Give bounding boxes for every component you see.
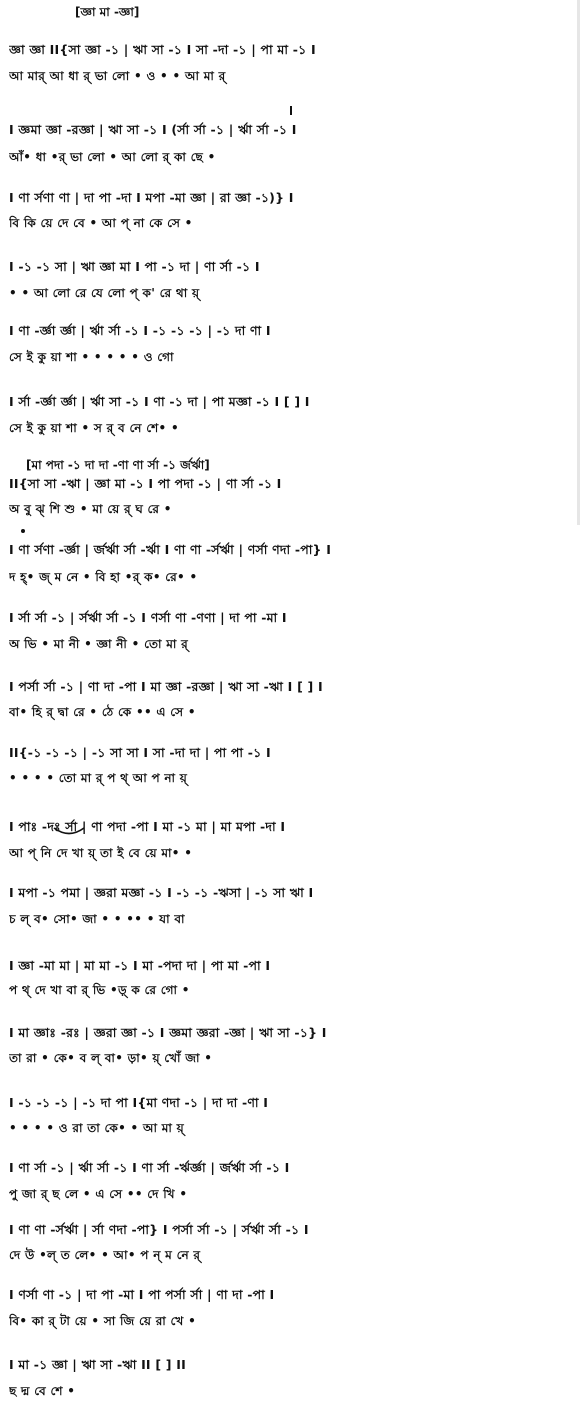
- lyric-line: অ ভি • মা নী • জ্ঞা নী • তো মা র্: [9, 637, 189, 651]
- swara-line: I মপা -১ পমা | জ্ঞরা মজ্ঞা -১ I -১ -১ -ঋসা | -১ সা ঋা I: [9, 885, 314, 900]
- lyric-line: দ হ্• জ্ ম নে • বি হা •র্ ক• রে• •: [9, 570, 198, 584]
- lyric-line: • • • • তো মা র্ প থ্ আ প না য়্: [9, 771, 188, 785]
- lyric-line: দে উ •ল্ ত লে• • আ• প ন্ ম নে র্: [9, 1248, 201, 1262]
- swara-line: I পাঃ -দঃ র্সা | ণা পদা -পা I মা -১ মা | মা মপা -দা I: [9, 819, 286, 834]
- swara-line: II{-১ -১ -১ | -১ সা সা I সা -দা দা | পা পা -১ I: [9, 745, 271, 760]
- swara-line: I -১ -১ -১ | -১ দা পা I{মা ণদা -১ | দা দা -ণা I: [9, 1095, 269, 1110]
- lyric-line: ছ দ্ম বে শে •: [9, 1384, 76, 1398]
- swara-line: I জ্ঞা -মা মা | মা মা -১ I মা -পদা দা | পা মা -পা I: [9, 958, 271, 973]
- lyric-line: • • • • ও রা তা কে• • আ মা য়্: [9, 1121, 185, 1135]
- lyric-line: বি কি য়ে দে বে • আ প্ না কে সে •: [9, 216, 193, 230]
- lyric-line: বি• কা র্ টা য়ে • সা জি য়ে রা খে •: [9, 1314, 197, 1328]
- lyric-line: আ প্ নি দে খা য়্ তা ই বে য়ে মা• •: [9, 846, 193, 860]
- lyric-line: বা• হি র্ দ্বা রে • ঠে কে •• এ সে •: [9, 705, 196, 719]
- lyric-line: তা রা • কে• ব ল্ বা• ড়া• য়্ খোঁ জা •: [9, 1051, 213, 1065]
- lyric-line: সে ই কু য়া শা • স র্ ব নে শে• •: [9, 421, 179, 435]
- dot-mark: [21, 529, 25, 533]
- swara-line: I পর্সা র্সা -১ | ণা দা -পা I মা জ্ঞা -রজ্ঞা | ঋা সা -ঋা I [ ] I: [9, 679, 323, 694]
- swara-line: I ণা র্সণা -র্জ্ঞা | র্জর্ঋা র্সা -র্ঋা I ণা ণা -র্সর্ঋা | ণর্সা ণদা -পা} I: [9, 542, 332, 557]
- lyric-line: অ বু ঝ্ শি শু • মা য়ে র্ ঘ রে •: [9, 502, 172, 516]
- stroke-mark: [290, 106, 292, 115]
- slur-mark: [52, 825, 86, 839]
- swara-line: I ণর্সা ণা -১ | দা পা -মা I পা পর্সা র্সা | ণা দা -পা I: [9, 1287, 275, 1302]
- chord-annotation: [জ্ঞা মা -জ্ঞা]: [75, 5, 140, 19]
- lyric-line: প থ্ দে খা বা র্ ভি •ড়্ ক রে গো •: [9, 983, 190, 997]
- lyric-line: পু জা র্ ছ লে • এ সে •• দে খি •: [9, 1187, 188, 1201]
- lyric-line: সে ই কু য়া শা • • • • • ও গো: [9, 350, 174, 364]
- chord-annotation: [মা পদা -১ দা দা -ণা ণা র্সা -১ র্জর্ঋা]: [26, 458, 210, 472]
- swara-line: I -১ -১ সা | ঋা জ্ঞা মা I পা -১ দা | ণা র্সা -১ I: [9, 259, 260, 274]
- swara-line: I জ্ঞমা জ্ঞা -রজ্ঞা | ঋা সা -১ I (র্সা র্সা -১ | র্ঋা র্সা -১ I: [9, 122, 297, 137]
- swara-line: I মা -১ জ্ঞা | ঋা সা -ঋা II [ ] II: [9, 1357, 186, 1372]
- swara-line: I ণা র্সা -১ | র্ঋা র্সা -১ I ণা র্সা -র্ঋর্জ্ঞা | র্জর্ঋা র্সা -১ I: [9, 1160, 290, 1175]
- lyric-line: চ ল্ ব• সো• জা • • •• • যা বা: [9, 912, 185, 926]
- lyric-line: আঁ• ধা •র্ ভা লো • আ লো র্ কা ছে •: [9, 150, 216, 164]
- swara-line: I ণা ণা -র্সর্ঋা | র্সা ণদা -পা} I পর্সা র্সা -১ | র্সর্ঋা র্সা -১ I: [9, 1222, 309, 1237]
- swara-line: I ণা -র্জ্ঞা র্জ্ঞা | র্ঋা র্সা -১ I -১ -১ -১ | -১ দা ণা I: [9, 323, 271, 338]
- lyric-line: • • আ লো রে যে লো প্ ক' রে থা য়্: [9, 286, 200, 300]
- lyric-line: আ মার্ আ ধা র্ ভা লো • ও • • আ মা র্: [9, 69, 226, 83]
- swara-line: জ্ঞা জ্ঞা II{সা জ্ঞা -১ | ঋা সা -১ I সা -দা -১ | পা মা -১ I: [9, 42, 316, 57]
- swara-line: II{সা সা -ঋা | জ্ঞা মা -১ I পা পদা -১ | ণা র্সা -১ I: [9, 476, 282, 491]
- swara-line: I ণা র্সণা ণা | দা পা -দা I মপা -মা জ্ঞা | রা জ্ঞা -১)} I: [9, 190, 294, 205]
- swara-line: I র্সা র্সা -১ | র্সর্ঋা র্সা -১ I ণর্সা ণা -ণণা | দা পা -মা I: [9, 610, 287, 625]
- swara-line: I র্সা -র্জ্ঞা র্জ্ঞা | র্ঋা সা -১ I ণা -১ দা | পা মজ্ঞা -১ I [ ] I: [9, 394, 310, 409]
- swara-line: I মা জ্ঞাঃ -রঃ | জ্ঞরা জ্ঞা -১ I জ্ঞমা জ্ঞরা -জ্ঞা | ঋা সা -১} I: [9, 1025, 327, 1040]
